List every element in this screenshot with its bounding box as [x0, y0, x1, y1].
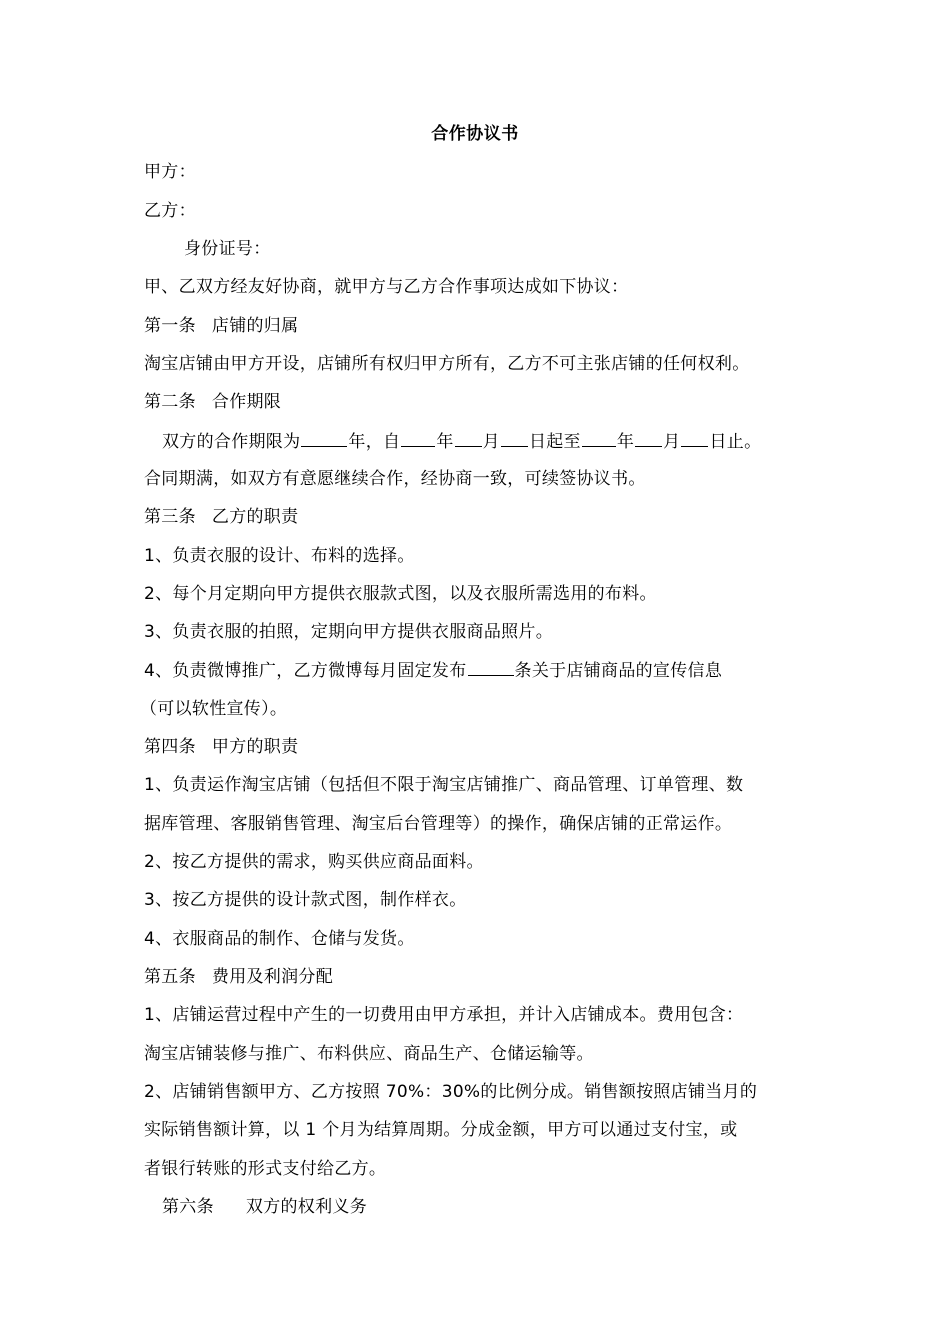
article-4-item-3: 3、按乙方提供的设计款式图，制作样衣。	[144, 890, 467, 910]
page-title: 合作协议书	[431, 124, 519, 144]
article-4-item-1-line-1: 1、负责运作淘宝店铺（包括但不限于淘宝店铺推广、商品管理、订单管理、数	[144, 775, 744, 795]
term-text: 日止。	[709, 432, 762, 452]
article-4-item-4: 4、衣服商品的制作、仓储与发货。	[144, 929, 415, 949]
article-5-item-2-line-3: 者银行转账的形式支付给乙方。	[144, 1159, 387, 1179]
term-text: 月	[663, 432, 681, 452]
article-6-heading	[162, 1195, 367, 1219]
article-4-heading	[144, 735, 298, 759]
end-year-blank[interactable]	[582, 429, 616, 447]
article-number: 第六条	[162, 1197, 214, 1217]
term-text: 年，自	[348, 432, 401, 452]
start-year-blank[interactable]	[401, 429, 435, 447]
article-5-item-2-line-1: 2、店铺销售额甲方、乙方按照 70%：30%的比例分成。销售额按照店铺当月的	[144, 1082, 758, 1102]
article-5-heading	[144, 965, 333, 989]
article-3-item-4-cont: （可以软性宣传）。	[140, 699, 288, 719]
article-title: 甲方的职责	[211, 737, 299, 757]
end-day-blank[interactable]	[681, 429, 708, 447]
term-text: 年	[616, 432, 635, 452]
article-title: 费用及利润分配	[211, 967, 334, 987]
article-number: 第四条	[144, 737, 196, 757]
start-month-blank[interactable]	[455, 429, 482, 447]
item-text: 4、负责微博推广，乙方微博每月固定发布	[144, 661, 467, 681]
article-number: 第五条	[144, 967, 196, 987]
end-month-blank[interactable]	[635, 429, 662, 447]
years-blank[interactable]	[301, 429, 347, 447]
party-a-label: 甲方：	[144, 162, 196, 182]
article-title: 店铺的归属	[211, 316, 299, 336]
term-text: 年	[436, 432, 454, 452]
article-3-item-3: 3、负责衣服的拍照，定期向甲方提供衣服商品照片。	[144, 622, 554, 642]
article-2-term	[162, 429, 761, 454]
article-2-heading	[144, 390, 281, 414]
article-1-body: 淘宝店铺由甲方开设，店铺所有权归甲方所有，乙方不可主张店铺的任何权利。	[144, 354, 750, 374]
article-1-heading	[144, 314, 298, 338]
article-title: 双方的权利义务	[245, 1197, 368, 1217]
article-5-item-1-line-1: 1、店铺运营过程中产生的一切费用由甲方承担，并计入店铺成本。费用包含：	[144, 1005, 744, 1025]
post-count-blank[interactable]	[468, 658, 514, 676]
article-number: 第二条	[144, 392, 196, 412]
item-text: 条关于店铺商品的宣传信息	[514, 661, 723, 681]
id-number-label: 身份证号：	[184, 239, 271, 259]
article-4-item-2: 2、按乙方提供的需求，购买供应商品面料。	[144, 852, 484, 872]
intro-paragraph: 甲、乙双方经友好协商，就甲方与乙方合作事项达成如下协议：	[144, 277, 629, 297]
article-number: 第一条	[144, 316, 196, 336]
article-3-item-1: 1、负责衣服的设计、布料的选择。	[144, 546, 415, 566]
start-day-blank[interactable]	[501, 429, 528, 447]
article-4-item-1-line-2: 据库管理、客服销售管理、淘宝后台管理等）的操作，确保店铺的正常运作。	[144, 814, 733, 834]
term-text: 双方的合作期限为	[162, 432, 301, 452]
article-title: 合作期限	[211, 392, 282, 412]
article-2-renewal: 合同期满，如双方有意愿继续合作，经协商一致，可续签协议书。	[144, 469, 646, 489]
term-text: 月	[482, 432, 500, 452]
article-3-item-4	[144, 658, 722, 683]
article-3-heading	[144, 505, 298, 529]
term-text: 日起至	[528, 432, 581, 452]
article-5-item-1-line-2: 淘宝店铺装修与推广、布料供应、商品生产、仓储运输等。	[144, 1044, 594, 1064]
article-5-item-2-line-2: 实际销售额计算，以 1 个月为结算周期。分成金额，甲方可以通过支付宝，或	[144, 1120, 738, 1140]
article-3-item-2: 2、每个月定期向甲方提供衣服款式图，以及衣服所需选用的布料。	[144, 584, 657, 604]
party-b-label: 乙方：	[144, 201, 196, 221]
article-title: 乙方的职责	[211, 507, 299, 527]
article-number: 第三条	[144, 507, 196, 527]
